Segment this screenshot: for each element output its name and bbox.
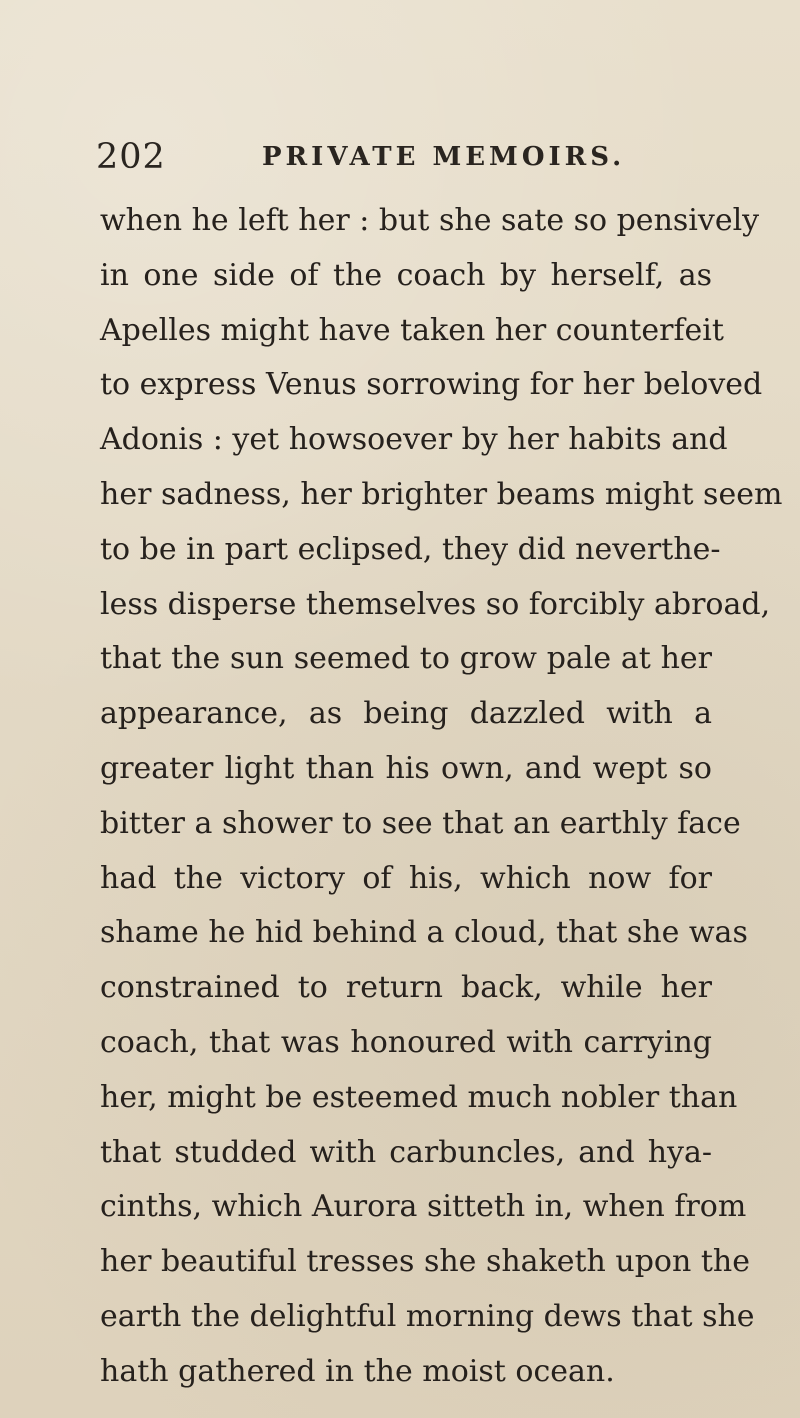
text-line: constrained to return back, while her (100, 970, 712, 1006)
text-line: that studded with carbuncles, and hya- (100, 1134, 712, 1170)
text-line: to be in part eclipsed, they did neverthe- (100, 531, 721, 567)
text-line: less disperse themselves so forcibly abroad, (100, 586, 771, 622)
page-header (96, 136, 716, 178)
page-number: 202 (96, 137, 166, 177)
text-line: when he left her : but she sate so pensively (100, 203, 760, 238)
text-line: Apelles might have taken her counterfeit (100, 312, 724, 348)
text-line: her beautiful tresses she shaketh upon the (100, 1244, 750, 1280)
text-line: had the victory of his, which now for (100, 860, 712, 896)
text-line: greater light than his own, and wept so (100, 750, 712, 786)
text-line: her, might be esteemed much nobler than (100, 1079, 738, 1115)
text-line: appearance, as being dazzled with a (100, 696, 712, 732)
text-line: her sadness, her brighter beams might seem (100, 476, 783, 512)
text-line: in one side of the coach by herself, as (100, 257, 712, 293)
text-line: Adonis : yet howsoever by her habits and (100, 422, 728, 458)
text-line: cinths, which Aurora sitteth in, when from (100, 1189, 747, 1225)
text-line: bitter a shower to see that an earthly face (100, 805, 741, 841)
body-text (100, 194, 783, 1400)
text-line-last: hath gathered in the moist ocean. (100, 1353, 615, 1389)
text-line: earth the delightful morning dews that she (100, 1298, 755, 1334)
running-title: PRIVATE MEMOIRS. (262, 142, 626, 172)
text-line: coach, that was honoured with carrying (100, 1024, 712, 1060)
text-line: that the sun seemed to grow pale at her (100, 641, 712, 677)
text-line: shame he hid behind a cloud, that she was (100, 915, 748, 951)
text-line: to express Venus sorrowing for her beloved (100, 367, 763, 403)
